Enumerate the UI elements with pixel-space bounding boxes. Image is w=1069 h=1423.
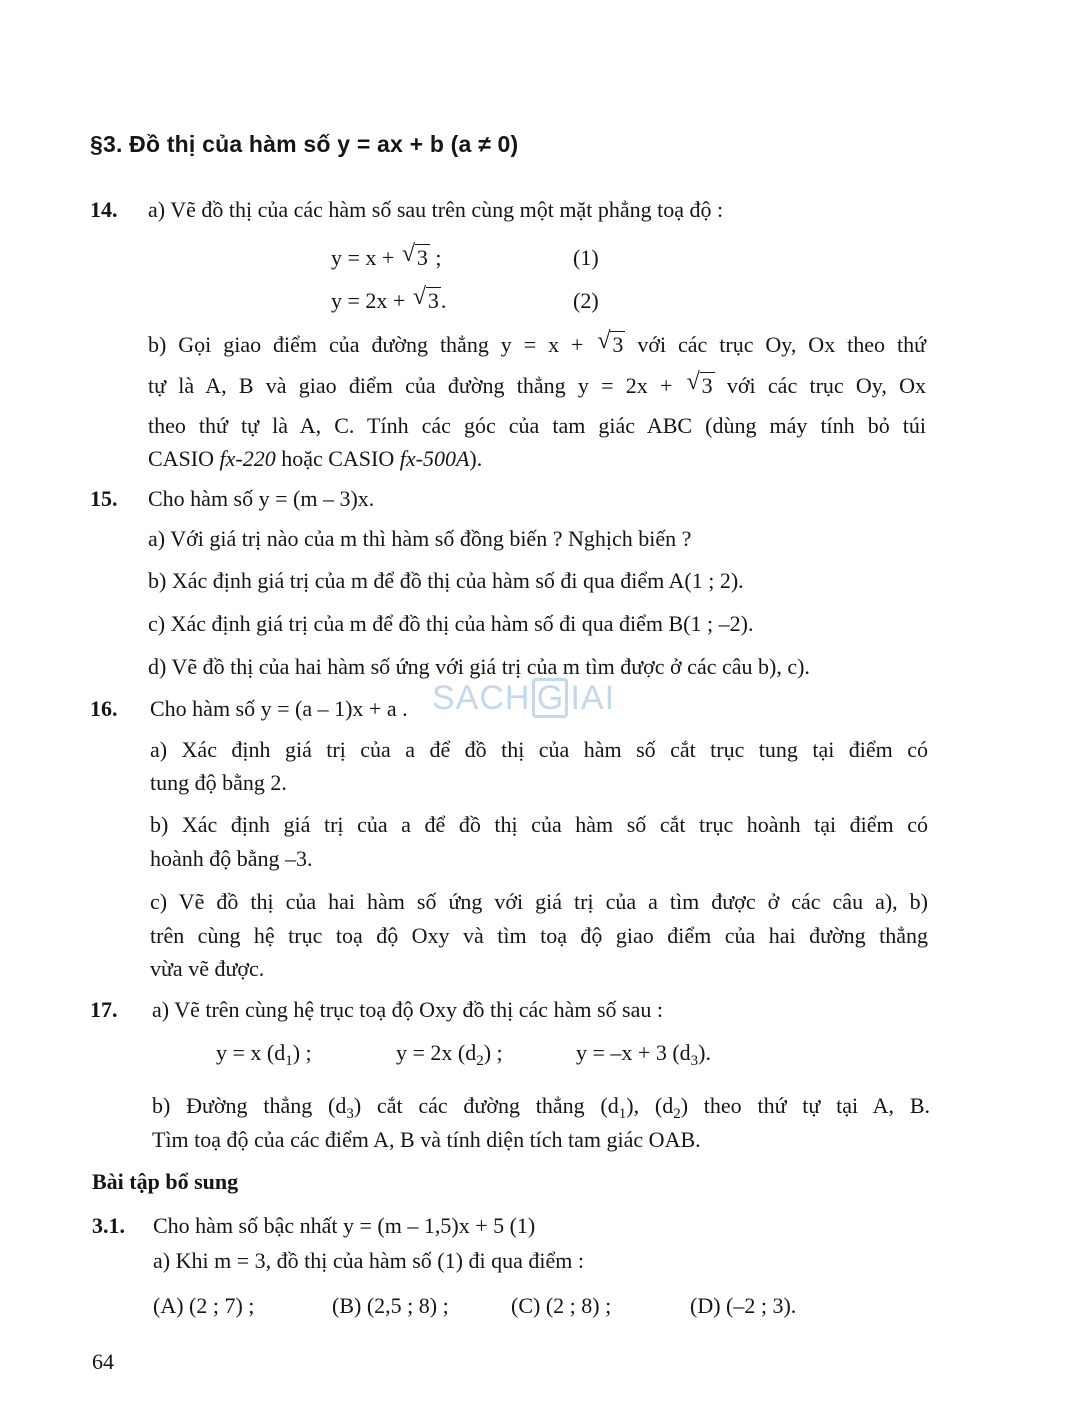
exercise-15-number: 15.: [90, 486, 118, 511]
function-d3: y = –x + 3 $(d_3)$.: [576, 1040, 711, 1069]
equation-1: y = x + √ 3 ;: [331, 241, 442, 270]
exercise-15-intro: Cho hàm số y = (m – 3)x.: [148, 486, 375, 511]
function-d2: y = 2x $(d_2)$ ;: [396, 1040, 503, 1069]
supplementary-heading: Bài tập bổ sung: [92, 1169, 239, 1194]
option-d: (D) (–2 ; 3).: [690, 1293, 797, 1318]
exercise-15-part-d: d) Vẽ đồ thị của hai hàm số ứng với giá trị của m tìm được ở các câu b), c).: [148, 654, 810, 679]
exercise-17-number: 17.: [90, 997, 118, 1022]
function-d1: y = x $(d_1)$ ;: [216, 1040, 312, 1069]
exercise-17-part-b-line-1: b) Đường thẳng $(d_3)$ cắt các đường thẳng $(d_1)$, $(d_2)$ theo thứ tự tại A, B.: [152, 1093, 930, 1122]
exercise-15-part-a: a) Với giá trị nào của m thì hàm số đồng biến ? Nghịch biến ?: [148, 526, 692, 551]
exercise-15-part-c: c) Xác định giá trị của m để đồ thị của hàm số đi qua điểm B(1 ; –2).: [148, 611, 754, 636]
exercise-3-1-intro: Cho hàm số bậc nhất y = (m – 1,5)x + 5 (1): [153, 1213, 536, 1238]
watermark-logo: SACH G IAI: [432, 679, 616, 717]
exercise-16-part-c-line-1: c) Vẽ đồ thị của hai hàm số ứng với giá trị của a tìm được ở các câu a), b): [150, 889, 928, 914]
exercise-14-number: 14.: [90, 197, 118, 222]
exercise-16-part-a-line-1: a) Xác định giá trị của a để đồ thị của hàm số cắt trục tung tại điểm có: [150, 737, 928, 762]
exercise-14-part-a: a) Vẽ đồ thị của các hàm số sau trên cùng một mặt phẳng toạ độ :: [148, 197, 724, 222]
exercise-3-1-part-a: a) Khi m = 3, đồ thị của hàm số (1) đi qua điểm :: [153, 1248, 584, 1273]
exercise-16-intro: Cho hàm số y = (a – 1)x + a .: [150, 696, 408, 721]
exercise-16-number: 16.: [90, 696, 118, 721]
exercise-16-part-b-line-1: b) Xác định giá trị của a để đồ thị của hàm số cắt trục hoành tại điểm có: [150, 812, 928, 837]
option-c: (C) (2 ; 8) ;: [511, 1293, 612, 1318]
exercise-14-part-b-line-1: b) Gọi giao điểm của đường thẳng y = x + √ 3 với các trục Oy, Ox theo thứ: [148, 328, 926, 357]
exercise-16-part-c-line-3: vừa vẽ được.: [150, 956, 265, 981]
sqrt-symbol: √ 3: [412, 284, 439, 313]
exercise-16-part-b-line-2: hoành độ bằng –3.: [150, 846, 313, 871]
exercise-17-part-b-line-2: Tìm toạ độ của các điểm A, B và tính diện tích tam giác OAB.: [152, 1127, 701, 1152]
sqrt-symbol: √ 3: [597, 328, 624, 357]
page-number: 64: [92, 1349, 114, 1374]
equation-2: y = 2x + √ 3.: [331, 284, 447, 313]
exercise-16-part-c-line-2: trên cùng hệ trục toạ độ Oxy và tìm toạ độ giao điểm của hai đường thẳng: [150, 923, 928, 948]
section-heading: §3. Đồ thị của hàm số y = ax + b (a ≠ 0): [90, 131, 519, 157]
exercise-14-part-b-line-2: tự là A, B và giao điểm của đường thẳng y = 2x + √ 3 với các trục Oy, Ox: [148, 369, 927, 398]
sqrt-symbol: √ 3: [686, 369, 713, 398]
option-a: (A) (2 ; 7) ;: [153, 1293, 255, 1318]
option-b: (B) (2,5 ; 8) ;: [332, 1293, 449, 1318]
exercise-14-part-b-line-4: CASIO fx-220 hoặc CASIO fx-500A).: [148, 446, 483, 471]
exercise-17-part-a: a) Vẽ trên cùng hệ trục toạ độ Oxy đồ thị các hàm số sau :: [152, 997, 663, 1022]
equation-2-tag: (2): [573, 288, 599, 313]
exercise-3-1-number: 3.1.: [92, 1213, 125, 1238]
exercise-14-part-b-line-3: theo thứ tự là A, C. Tính các góc của tam giác ABC (dùng máy tính bỏ túi: [148, 413, 926, 438]
exercise-15-part-b: b) Xác định giá trị của m để đồ thị của hàm số đi qua điểm A(1 ; 2).: [148, 568, 744, 593]
equation-1-tag: (1): [573, 245, 599, 270]
exercise-16-part-a-line-2: tung độ bằng 2.: [150, 770, 287, 795]
sqrt-symbol: √ 3: [401, 241, 428, 270]
